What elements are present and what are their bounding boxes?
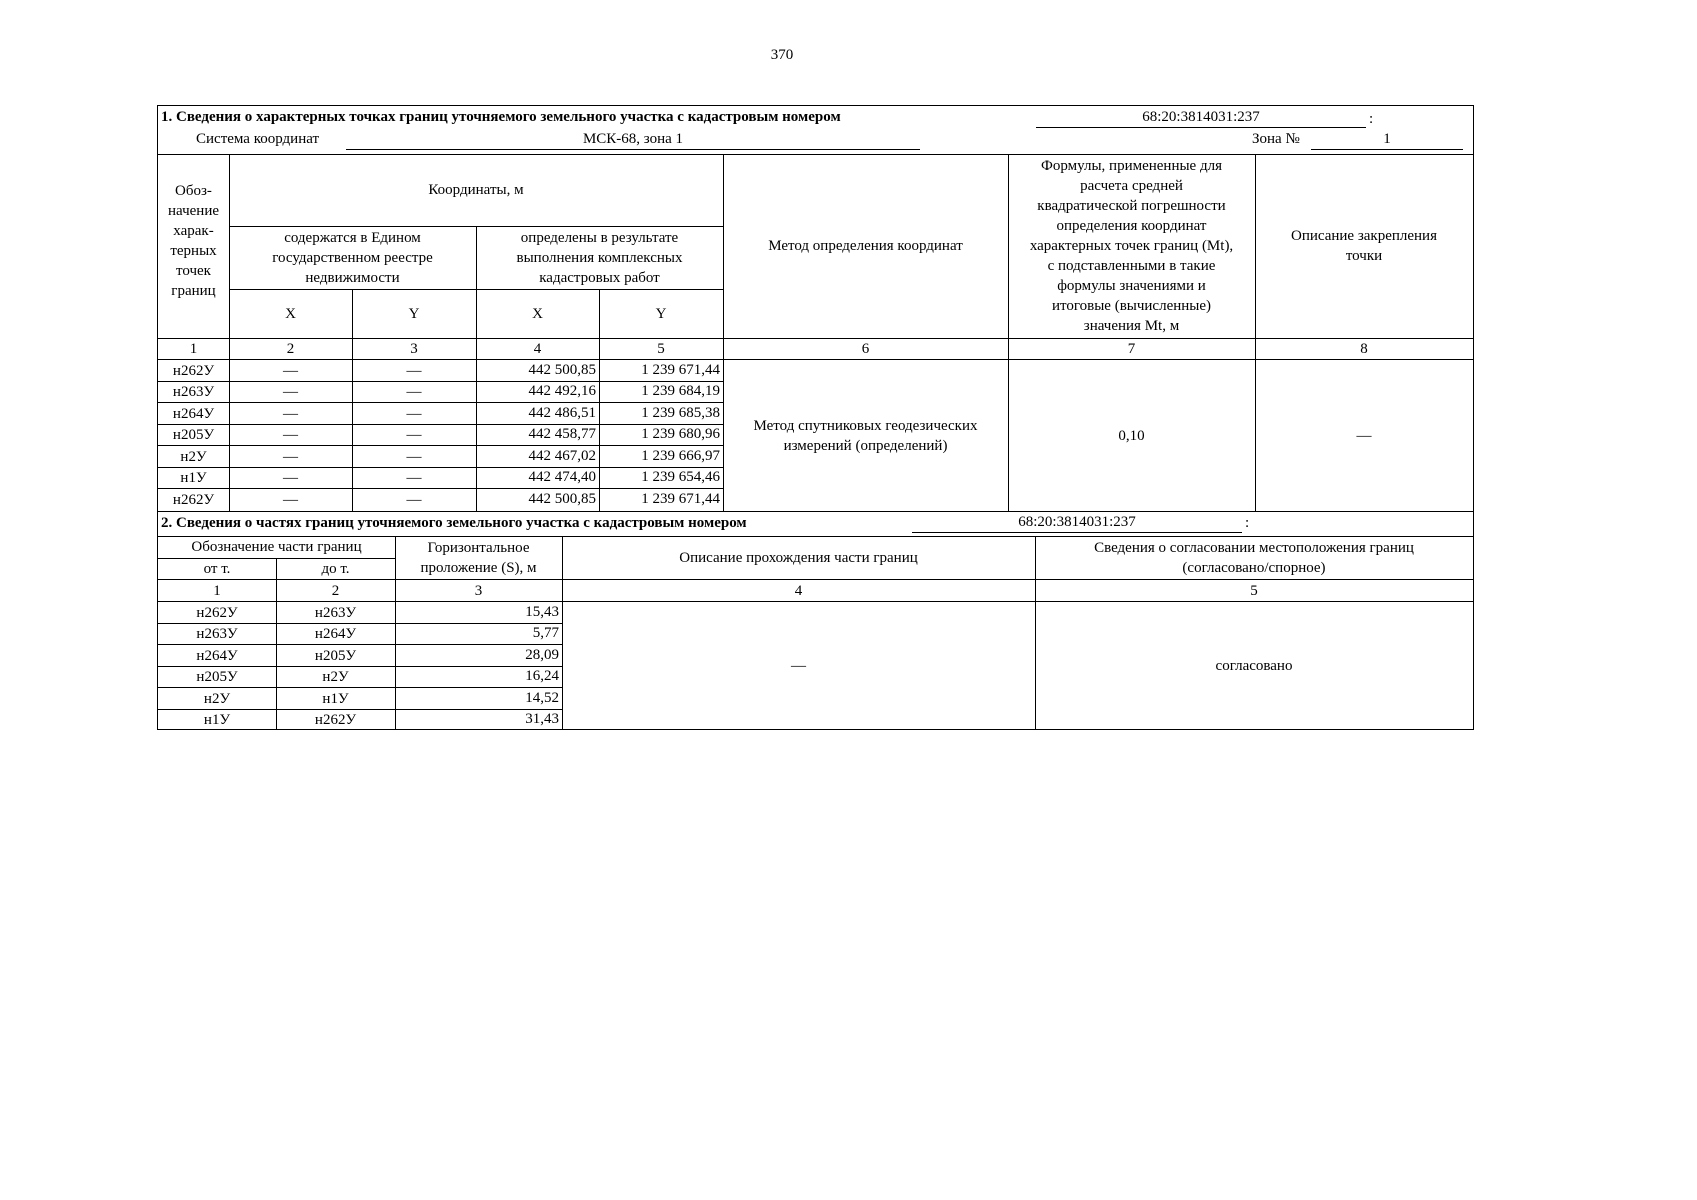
coord-system-label: Система координат xyxy=(196,131,320,147)
header-from: от т. xyxy=(203,560,231,577)
header-to: до т. xyxy=(321,560,350,577)
coord-system-underline xyxy=(346,149,920,150)
section2-title: 2. Сведения о частях границ уточняемого земельного участка с кадастровым номером xyxy=(161,515,747,531)
col-number: 1 xyxy=(213,582,221,599)
fixing-value: — xyxy=(1356,427,1372,444)
x-value: 442 500,85 xyxy=(528,362,596,378)
method-value: Метод спутниковых геодезических измерений (определений) xyxy=(753,417,978,454)
section2-cadastral-underline xyxy=(912,532,1242,533)
point-id: н205У xyxy=(172,426,215,443)
y-egrn: — xyxy=(406,448,422,465)
x-value: 442 500,85 xyxy=(528,491,596,507)
from-point: н264У xyxy=(196,647,238,664)
col-number: 4 xyxy=(794,582,803,599)
from-point: н263У xyxy=(196,625,238,642)
header-fixing: Описание закрепления точки xyxy=(1290,228,1437,264)
to-point: н1У xyxy=(322,690,349,707)
x-egrn: — xyxy=(283,383,298,400)
from-point: н1У xyxy=(203,711,231,728)
col-number: 1 xyxy=(189,340,198,357)
y-egrn: — xyxy=(406,469,422,486)
col-number: 4 xyxy=(533,340,542,357)
header-designation: Обоз- начение харак- терных точек границ xyxy=(168,183,219,299)
cadastral-table-sheet xyxy=(157,105,1474,730)
col-number: 2 xyxy=(286,340,295,357)
header-method: Метод определения координат xyxy=(768,238,963,254)
col-number: 6 xyxy=(861,340,870,357)
section2-cadastral-number: 68:20:3814031:237 xyxy=(1018,514,1136,530)
y-egrn: — xyxy=(406,426,422,443)
grid-line xyxy=(158,511,1473,512)
y-value: 1 239 684,19 xyxy=(641,383,720,399)
point-id: н262У xyxy=(172,362,215,379)
header-egrn: содержатся в Едином государственном реестре недвижимости xyxy=(272,229,433,286)
to-point: н264У xyxy=(314,625,357,642)
section1-title: 1. Сведения о характерных точках границ уточняемого земельного участка с кадастровым номером xyxy=(161,109,841,125)
x-egrn: — xyxy=(283,448,298,465)
y-value: 1 239 654,46 xyxy=(641,469,720,485)
from-point: н2У xyxy=(203,690,231,707)
point-id: н262У xyxy=(172,491,215,508)
x-value: 442 458,77 xyxy=(528,426,596,442)
header-formula: Формулы, примененные для расчета средней квадратической погрешности определения координат характерных точек границ (Mt), с подставленными в такие формулы значениями и итоговые (вычисленные) значения Mt, м xyxy=(1029,158,1234,334)
zone-label: Зона № xyxy=(1252,131,1300,147)
section1-cadastral-underline xyxy=(1036,127,1366,128)
horizontal-distance: 5,77 xyxy=(532,625,559,641)
section1-colon: : xyxy=(1369,111,1374,127)
section1-cadastral-number: 68:20:3814031:237 xyxy=(1142,109,1260,125)
x-value: 442 492,16 xyxy=(528,383,596,399)
point-id: н264У xyxy=(172,405,215,422)
horizontal-distance: 16,24 xyxy=(525,668,559,684)
col-number: 5 xyxy=(1250,582,1258,599)
y-value: 1 239 671,44 xyxy=(641,362,720,378)
zone-value: 1 xyxy=(1383,131,1391,147)
coord-system-value: МСК-68, зона 1 xyxy=(582,131,684,147)
header-agreement: Сведения о согласовании местоположения границ (согласовано/спорное) xyxy=(1094,539,1414,576)
horizontal-distance: 15,43 xyxy=(525,604,559,620)
x-value: 442 474,40 xyxy=(528,469,596,485)
to-point: н205У xyxy=(314,647,357,664)
zone-underline xyxy=(1311,149,1463,150)
point-id: н1У xyxy=(180,469,207,486)
horizontal-distance: 14,52 xyxy=(525,690,559,706)
col-number: 5 xyxy=(657,340,665,357)
header-x-egrn: X xyxy=(285,305,296,322)
y-value: 1 239 666,97 xyxy=(641,448,720,464)
description-value: — xyxy=(791,657,806,674)
mt-value: 0,10 xyxy=(1118,427,1145,444)
y-egrn: — xyxy=(406,362,422,379)
x-egrn: — xyxy=(283,362,298,379)
header-y-determined: Y xyxy=(655,305,667,322)
col-number: 7 xyxy=(1127,340,1136,357)
header-description: Описание прохождения части границ xyxy=(679,549,918,566)
section2-colon: : xyxy=(1245,515,1250,531)
y-value: 1 239 671,44 xyxy=(641,491,720,507)
x-egrn: — xyxy=(283,405,298,422)
from-point: н262У xyxy=(196,604,238,621)
to-point: н262У xyxy=(314,711,357,728)
y-egrn: — xyxy=(406,383,422,400)
x-egrn: — xyxy=(283,469,298,486)
x-egrn: — xyxy=(283,491,298,508)
col-number: 2 xyxy=(331,582,340,599)
col-number: 3 xyxy=(474,582,483,599)
col-number: 3 xyxy=(410,340,418,357)
from-point: н205У xyxy=(196,668,238,685)
header-x-determined: X xyxy=(532,305,543,322)
col-number: 8 xyxy=(1360,340,1368,357)
x-value: 442 486,51 xyxy=(528,405,596,421)
x-egrn: — xyxy=(283,426,298,443)
y-egrn: — xyxy=(406,405,422,422)
y-value: 1 239 680,96 xyxy=(641,426,720,442)
horizontal-distance: 31,43 xyxy=(525,711,559,727)
point-id: н2У xyxy=(180,448,207,465)
header-coordinates: Координаты, м xyxy=(428,182,524,198)
header-horizontal: Горизонтальное проложение (S), м xyxy=(420,539,537,576)
header-determined: определены в результате выполнения комплексных кадастровых работ xyxy=(516,229,683,286)
header-part-designation: Обозначение части границ xyxy=(191,539,362,555)
agreement-value: согласовано xyxy=(1215,657,1293,674)
to-point: н263У xyxy=(314,604,357,621)
y-egrn: — xyxy=(406,491,422,508)
to-point: н2У xyxy=(322,668,349,685)
header-y-egrn: Y xyxy=(408,305,420,322)
point-id: н263У xyxy=(172,383,215,400)
y-value: 1 239 685,38 xyxy=(641,405,720,421)
x-value: 442 467,02 xyxy=(528,448,596,464)
horizontal-distance: 28,09 xyxy=(525,647,559,663)
page-number: 370 xyxy=(770,47,794,63)
